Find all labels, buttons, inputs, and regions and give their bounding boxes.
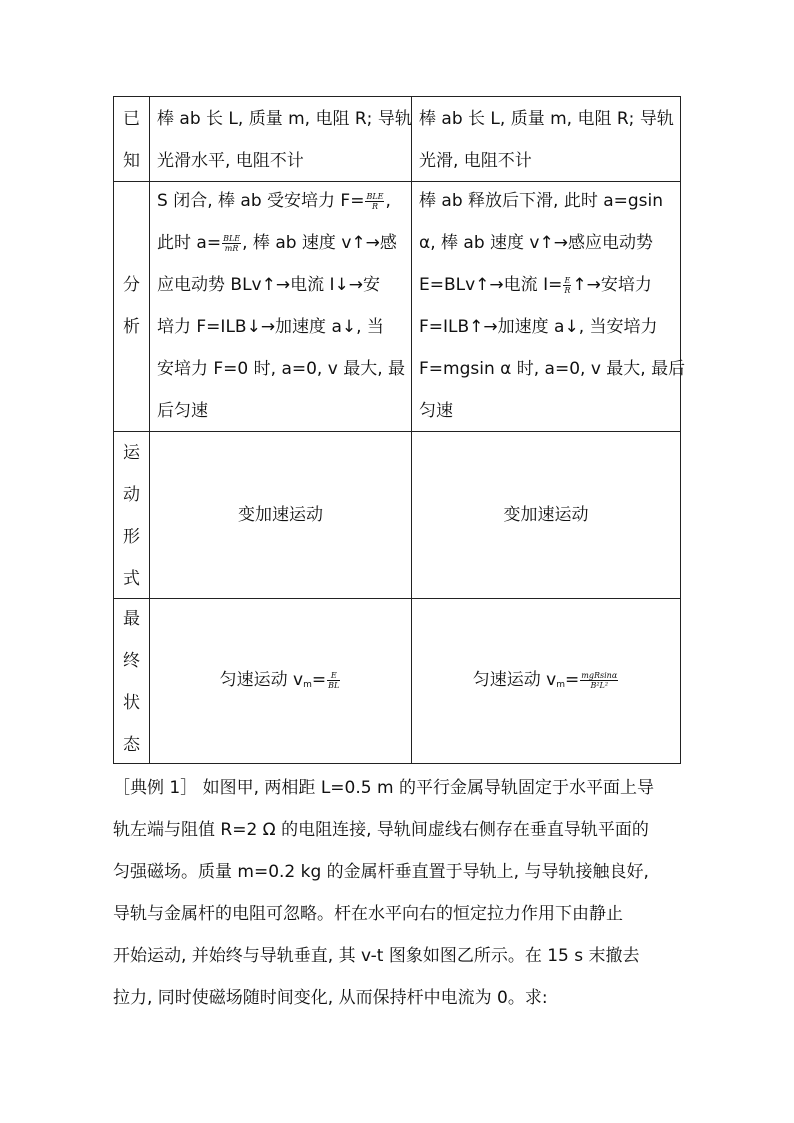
analysis-cell-1: S 闭合, 棒 ab 受安培力 F= $\frac{\text{BLE}}{R}$ , 此时 a= $\frac{\text{BLE}}{mR}$ , 棒 ab 速度 v↑→感 应电动势 BLv↑→电流 I↓→安 培力 F=ILB↓→加速度 a↓, 当 安培力 F=0 时, a=0, v 最大, 最 后匀速 [157, 191, 406, 421]
paragraph-line: 匀强磁场。质量 m=0.2 kg 的金属杆垂直置于导轨上, 与导轨接触良好, [113, 862, 649, 882]
paragraph-line: 拉力, 同时使磁场随时间变化, 从而保持杆中电流为 0。求: [113, 988, 548, 1008]
fraction-mgrsin-over-b2l2: $\frac{\text{mgRsinα}}{\text{B²L²}}$ [581, 670, 618, 690]
row-divider-3 [114, 598, 680, 599]
final-cell-1: 匀速运动 $v_m=$ $\frac{E}{BL}$ [219, 670, 340, 690]
fraction-ble-over-mr: $\frac{\text{BLE}}{mR}$ [223, 233, 241, 253]
comparison-table [113, 96, 686, 764]
example-problem-paragraph [113, 767, 693, 1019]
fraction-e-over-r: $\frac{E}{R}$ [564, 275, 571, 295]
paragraph-line: 轨左端与阻值 R=2 Ω 的电阻连接, 导轨间虚线右侧存在垂直导轨平面的 [113, 820, 649, 840]
fraction-e-over-bl: $\frac{E}{BL}$ [328, 670, 340, 690]
motion-cell-1: 变加速运动 [238, 505, 323, 525]
row-label-motion: 运 动 形 式 [123, 443, 140, 589]
paragraph-line: 开始运动, 并始终与导轨垂直, 其 v-t 图象如图乙所示。在 15 s 末撤去 [113, 946, 640, 966]
final-cell-2: 匀速运动 $v_m=$ $\frac{\text{mgRsinα}}{\text{B²L²}}$ [472, 670, 618, 690]
paragraph-line: ［典例 1］ 如图甲, 两相距 L=0.5 m 的平行金属导轨固定于水平面上导 [113, 778, 654, 798]
row-label-known: 已 知 [123, 109, 140, 171]
paragraph-line: 导轨与金属杆的电阻可忽略。杆在水平向右的恒定拉力作用下由静止 [113, 904, 623, 924]
analysis-cell-2: 棒 ab 释放后下滑, 此时 a=gsin α, 棒 ab 速度 v↑→感应电动势 E=BLv↑→电流 I= $\frac{E}{R}$ ↑→安培力 F=ILB↑→加速度 a↓, 当安培力 F=mgsin α 时, a=0, v 最大, 最后 匀速 [419, 191, 686, 421]
fraction-ble-over-r: $\frac{\text{BLE}}{R}$ [366, 191, 384, 211]
known-cell-2: 棒 ab 长 L, 质量 m, 电阻 R; 导轨 光滑, 电阻不计 [419, 109, 674, 171]
motion-cell-2: 变加速运动 [503, 505, 589, 525]
row-label-analysis: 分 析 [123, 275, 140, 337]
row-label-final: 最 终 状 态 [123, 609, 140, 755]
known-cell-1: 棒 ab 长 L, 质量 m, 电阻 R; 导轨 光滑水平, 电阻不计 [157, 109, 412, 171]
